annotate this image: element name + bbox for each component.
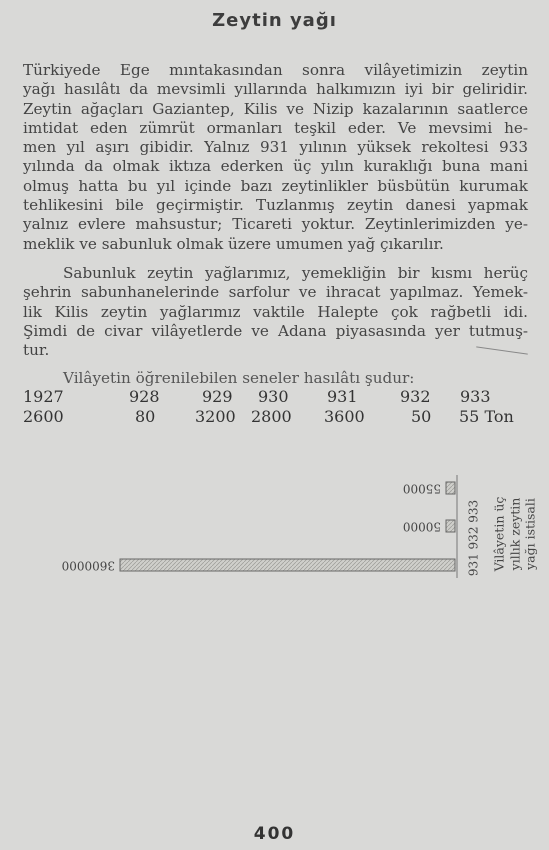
chart-value-label: 3600000 <box>61 558 115 573</box>
paragraph-1 <box>23 61 528 254</box>
table-cell-year: 930 <box>258 387 289 406</box>
table-cell-value: 3200 <box>195 407 236 426</box>
text-line: şehrin sabunhanelerinde sarfolur ve ihracat yapılmaz. Yemek- <box>23 283 528 302</box>
chart-bar-931 <box>120 559 455 571</box>
page-number: 400 <box>253 824 296 844</box>
table-cell-value: 3600 <box>324 407 365 426</box>
text-line: olmuş hatta bu yıl içinde bazı zeytinlikler büsbütün kurumak <box>23 176 528 195</box>
table-cell-value: 80 <box>135 407 156 426</box>
chart-value-label: 55000 <box>402 481 441 496</box>
text-line: Şimdi de civar vilâyetlerde ve Adana piyasasında yer tutmuş- <box>23 321 528 340</box>
table-cell-value: 50 <box>411 407 432 426</box>
table-cell-value: 2600 <box>23 407 64 426</box>
production-bar-chart <box>0 470 549 610</box>
chart-bar-932 <box>446 520 455 532</box>
text-line: tehlikesini bile geçirmiştir. Tuzlanmış zeytin danesi yapmak <box>23 196 528 215</box>
text-line: Zeytin ağaçları Gaziantep, Kilis ve Nizip kazalarının saatlerce <box>23 99 528 118</box>
table-row-values <box>0 407 549 427</box>
text-line: yalnız evlere mahsustur; Ticareti yoktur. Zeytinlerimizden ye- <box>23 215 528 234</box>
chart-bar-933 <box>446 482 455 494</box>
text-line: men yıl aşırı gibidir. Yalnız 931 yılının yüksek rekoltesi 933 <box>23 138 528 157</box>
text-line: meklik ve sabunluk olmak üzere umumen yağ çıkarılır. <box>23 234 444 253</box>
table-cell-year: 933 <box>460 387 491 406</box>
chart-title-line: yıllık zeytin <box>507 497 523 571</box>
table-cell-value: 55 Ton <box>459 407 514 426</box>
chart-title-line: yağı istisali <box>522 498 538 570</box>
table-cell-year: 1927 <box>23 387 64 406</box>
chart-category-labels: 931 932 933 <box>466 499 481 577</box>
text-line: yağı hasılâtı da mevsimli yıllarında halkımızın iyi bir geliridir. <box>23 80 528 99</box>
text-line: tur. <box>23 341 50 360</box>
paragraph-2 <box>23 264 528 360</box>
table-cell-year: 928 <box>129 387 160 406</box>
table-cell-year: 932 <box>400 387 431 406</box>
text-line: Türkiyede Ege mıntakasından sonra vilâyetimizin zeytin <box>23 61 528 79</box>
text-line: Sabunluk zeytin yağlarımız, yemekliğin bir kısmı herüç <box>63 264 528 282</box>
chart-value-label: 50000 <box>402 519 441 534</box>
table-cell-year: 931 <box>327 387 358 406</box>
text-line: lik Kilis zeytin yağlarımız vaktile Halepte çok rağbetli idi. <box>23 302 528 321</box>
page-title: Zeytin yağı <box>212 10 337 31</box>
table-cell-value: 2800 <box>251 407 292 426</box>
table-cell-year: 929 <box>202 387 233 406</box>
chart-title-line: Vilâyetin üç <box>491 496 507 572</box>
table-row-years <box>0 387 549 407</box>
text-line: imtidat eden zümrüt ormanları teşkil eder. Ve mevsimi he- <box>23 118 528 137</box>
text-line: yılında da olmak iktıza ederken üç yılın kuraklığı buna mani <box>23 157 528 176</box>
table-intro: Vilâyetin öğrenilebilen seneler hasılâtı şudur: <box>63 369 415 387</box>
